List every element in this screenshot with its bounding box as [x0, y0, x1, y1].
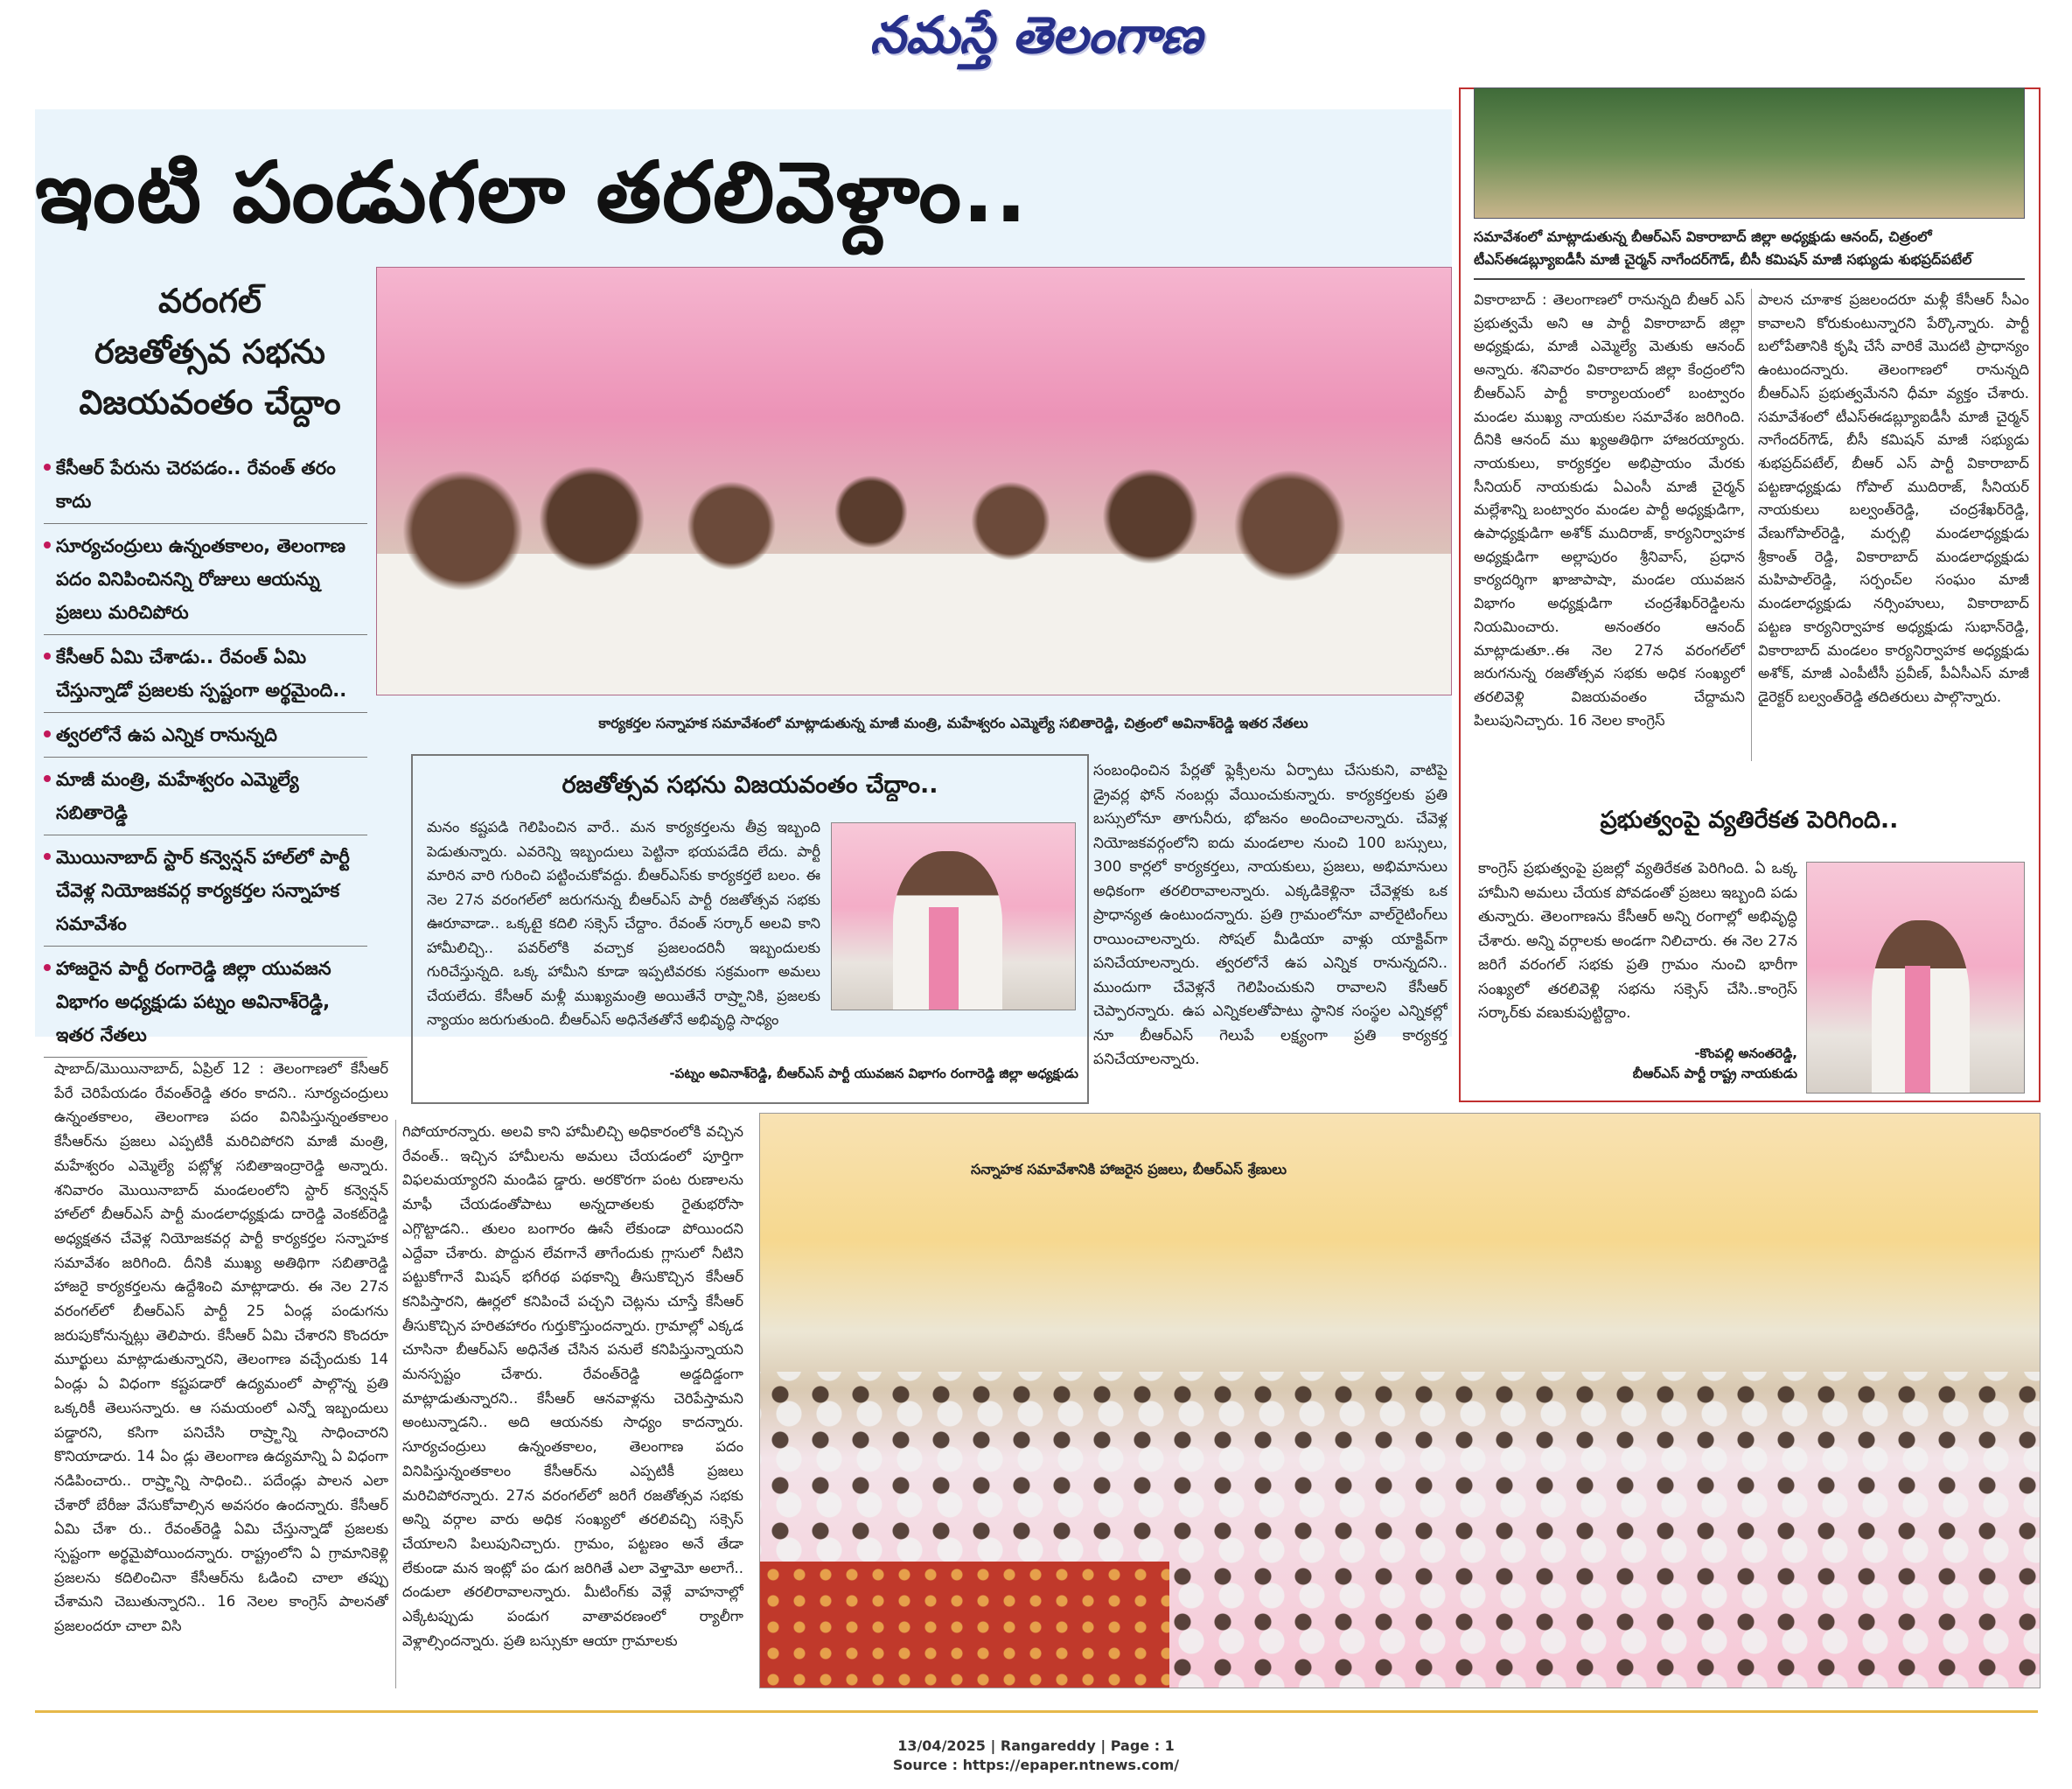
photo-leaders-seated [377, 460, 1451, 695]
highlight-item: మొయినాబాద్ స్టార్ కన్వెన్షన్ హాల్‌లో పార్టీ చేవెళ్ల నియోజకవర్గ కార్యకర్తల సన్నాహక సమావేశం [44, 835, 367, 947]
crowd-photo [759, 1113, 2041, 1688]
middle-article-col: గిపోయారన్నారు. అలవి కాని హామీలిచ్చి అధికారంలోకి వచ్చిన రేవంత్.. ఇచ్చిన హామీలను అమలు చేయడంలో పూర్తిగా విఫలమయ్యారని మండిప డ్డారు. అరకొరగా పంట రుణాలను మాఫీ చేయడంతోపాటు అన్నదాతలకు రైతుభరోసా ఎగ్గొట్టాడని.. తులం బంగారం ఊసే లేకుండా పోయిందని ఎద్దేవా చేశారు. పొద్దున లేవగానే తాగేందుకు గ్లాసులో నీటిని పట్టుకోగానే మిషన్ భగీరథ పథకాన్ని తీసుకొచ్చిన కేసీఆర్ కనిపిస్తారని, ఊర్లలో కనిపించే పచ్చని చెట్లను చూస్తే కేసీఆర్ తీసుకొచ్చిన హరితహారం గుర్తుకొస్తుందన్నారు. గ్రామాల్లో ఎక్కడ చూసినా బీఆర్‌ఎస్ అధినేత చేసిన పనులే కనిపిస్తున్నాయని మనస్పష్టం చేశారు. రేవంత్‌రెడ్డి అడ్డదిడ్డంగా మాట్లాడుతున్నారని.. కేసీఆర్ ఆనవాళ్లను చెరిపేస్తామని అంటున్నాడని.. అది ఆయనకు సాధ్యం కాదన్నారు. సూర్యచంద్రులు ఉన్నంతకాలం, తెలంగాణ పదం వినిపిస్తున్నంతకాలం కేసీఆర్‌ను ఎప్పటికీ ప్రజలు మరిచిపోరన్నారు. 27న వరంగల్‌లో జరిగే రజతోత్సవ సభకు అన్ని వర్గాల వారు అధిక సంఖ్యలో తరలివచ్చి సక్సెస్ చేయాలని పిలుపునిచ్చారు. గ్రామం, పట్టణం అనే తేడా లేకుండా మన ఇంట్లో పం డుగ జరిగితే ఎలా వెళ్తామో అలాగే.. దండులా తరలిరావాలన్నారు. మీటింగ్‌కు వెళ్లే వాహనాల్లో ఎక్కేటప్పుడు పండుగ వాతావరణంలో ర్యాలీగా వెళ్లాల్సిందన్నారు. ప్రతి బస్సుకూ ఆయా గ్రామాలకు [402, 1123, 743, 1649]
anantha-reddy-photo [1806, 862, 2025, 1094]
highlight-item: మాజీ మంత్రి, మహేశ్వరం ఎమ్మెల్యే సబితారెడ్డి [44, 758, 367, 835]
sub-headline-line-2: రజతోత్సవ సభను [94, 332, 325, 371]
sub-headline-line-1: వరంగల్ [158, 282, 262, 320]
highlights-list [44, 446, 367, 1058]
column-divider [395, 1120, 396, 1688]
vikarabad-article-col-1: వికారాబాద్ : తెలంగాణలో రానున్నది బీఆర్ ఎస్ ప్రభుత్వమే అని ఆ పార్టీ వికారాబాద్ జిల్లా అధ్యక్షుడు, మాజీ ఎమ్మెల్యే మెతుకు ఆనంద్ అన్నారు. శనివారం వికారాబాద్ జిల్లా కేంద్రంలోని బీఆర్‌ఎస్ పార్టీ కార్యాలయంలో బంట్వారం మండల ముఖ్య నాయకుల సమావేశం జరిగింది. దీనికి ఆనంద్ ము ఖ్యఅతిథిగా హాజరయ్యారు. నాయకులు, కార్యకర్తల అభిప్రాయం మేరకు సీనియర్ నాయకుడు ఏఎంసీ మాజీ చైర్మన్ మల్లేశాన్ని బంట్వారం మండల పార్టీ అధ్యక్షుడిగా, ఉపాధ్యక్షుడిగా అశోక్ ముదిరాజ్, కార్యనిర్వాహక అధ్యక్షుడిగా అల్లాపురం శ్రీనివాస్, ప్రధాన కార్యదర్శిగా ఖాజాపాషా, మండల యువజన విభాగం అధ్యక్షుడిగా చంద్రశేఖర్‌రెడ్డిలను నియమించారు. అనంతరం ఆనంద్ మాట్లాడుతూ..ఈ నెల 27న వరంగల్‌లో జరుగనున్న రజతోత్సవ సభకు అధిక సంఖ్యలో తరలివెళ్లి విజయవంతం చేద్దామని పిలుపునిచ్చారు. 16 నెలల కాంగ్రెస్ [1474, 291, 1745, 729]
pink-scarf [1905, 966, 1931, 1093]
highlight-item: సూర్యచంద్రులు ఉన్నంతకాలం, తెలంగాణ పదం వినిపించినన్ని రోజులు ఆయన్ను ప్రజలు మరిచిపోరు [44, 524, 367, 635]
vikarabad-photo-caption: సమావేశంలో మాట్లాడుతున్న బీఆర్‌ఎస్ వికారాబాద్ జిల్లా అధ్యక్షుడు ఆనంద్, చిత్రంలో టీఎస్‌ఈడబ్ల్యూఐడీసీ మాజీ చైర్మన్ నాగేందర్‌గౌడ్, బీసీ కమిషన్ మాజీ సభ్యుడు శుభప్రద్‌పటేల్ [1474, 228, 1972, 268]
main-headline: ఇంటి పండుగలా తరలివెళ్దాం.. [35, 143, 1029, 241]
sub-headline [44, 276, 376, 428]
newspaper-masthead: నమస్తే తెలంగాణ [869, 5, 1203, 65]
footer-source-link[interactable]: Source : https://epaper.ntnews.com/ [892, 1757, 1180, 1773]
crowd-photo-caption: సన్నాహక సమావేశానికి హాజరైన ప్రజలు, బీఆర్‌ఎస్ శ్రేణులు [971, 1161, 1287, 1178]
sub-headline-line-3: విజయవంతం చేద్దాం [79, 383, 341, 422]
highlight-item: త్వరలోనే ఉప ఎన్నిక రానున్నది [44, 713, 367, 758]
pink-scarf [929, 907, 958, 1010]
footer-date-edition: 13/04/2025 | Rangareddy | Page : 1 [897, 1737, 1175, 1754]
highlight-item: హాజరైన పార్టీ రంగారెడ్డి జిల్లా యువజన విభాగం అధ్యక్షుడు పట్నం అవినాశ్‌రెడ్డి, ఇతర నేతలు [44, 947, 367, 1058]
center-right-article: సంబంధించిన పేర్లతో ఫ్లెక్సీలను ఏర్పాటు చేసుకుని, వాటిపై డ్రైవర్ల ఫోన్ నంబర్లు వేయించుకున్నారు. కార్యకర్తలకు ప్రతి బస్సులోనూ తాగునీరు, భోజనం అందించాలన్నారు. చేవెళ్ల నియోజకవర్గంలోని ఐదు మండలాల నుంచి 100 బస్సులు, 300 కార్లలో కార్యకర్తలు, నాయకులు, ప్రజలు, అభిమానులు అధికంగా తరలిరావాలన్నారు. ఎక్కడికెళ్లినా చేవెళ్లకు ఒక ప్రాధాన్యత ఉంటుందన్నారు. ప్రతి గ్రామంలోనూ వాల్‌రైటింగ్‌లు రాయించాలన్నారు. సోషల్ మీడియా వాళ్లు యాక్టివ్‌గా పనిచేయాలన్నారు. త్వరలోనే ఉప ఎన్నిక రానున్నదని.. ముందుగా చేవెళ్లనే గెలిపించుకుని రావాలని కేసీఆర్ చెప్పారన్నారు. ఉప ఎన్నికలతోపాటు స్థానిక సంస్థల ఎన్నికల్లో నూ బీఆర్‌ఎస్ గెలుపే లక్ష్యంగా ప్రతి కార్యకర్త పనిచేయాలన్నారు. [1093, 762, 1448, 1068]
highlight-item: కేసీఆర్ ఏమి చేశాడు.. రేవంత్ ఏమి చేస్తున్నాడో ప్రజలకు స్పష్టంగా అర్థమైంది.. [44, 635, 367, 713]
right-box-title: ప్రభుత్వంపై వ్యతిరేకత పెరిగింది.. [1600, 807, 1899, 834]
center-box-title: రజతోత్సవ సభను విజయవంతం చేద్దాం.. [562, 772, 938, 799]
avinash-reddy-photo [831, 822, 1076, 1010]
right-box-body: కాంగ్రెస్ ప్రభుత్వంపై ప్రజల్లో వ్యతిరేకత పెరిగింది. ఏ ఒక్క హామీని అమలు చేయక పోవడంతో ప్రజలు ఇబ్బంది పడు తున్నారు. తెలంగాణను కేసీఆర్ అన్ని రంగాల్లో అభివృద్ధి చేశారు. అన్ని వర్గాలకు అండగా నిలిచారు. ఈ నెల 27న జరిగే వరంగల్ సభకు ప్రతి గ్రామం నుంచి భారీగా సంఖ్యలో తరలివెళ్లి సభను సక్సెస్ చేసి..కాంగ్రెస్ సర్కార్‌కు వణుకుపుట్టిద్దాం. [1478, 860, 1797, 1022]
left-article-col: షాబాద్/మొయినాబాద్, ఏప్రిల్ 12 : తెలంగాణలో కేసీఆర్ పేరే చెరిపేయడం రేవంత్‌రెడ్డి తరం కాదని.. సూర్యచంద్రులు ఉన్నంతకాలం, తెలంగాణ పదం వినిపిస్తున్నంతకాలం కేసీఆర్‌ను ప్రజలు ఎప్పటికీ మరిచిపోరని మాజీ మంత్రి, మహేశ్వరం ఎమ్మెల్యే పట్లోళ్ల సబితాఇంద్రారెడ్డి అన్నారు. శనివారం మొయినాబాద్ మండలంలోని స్టార్ కన్వెన్షన్ హాల్‌లో బీఆర్‌ఎస్ పార్టీ మండలాధ్యక్షుడు దారెడ్డి వెంకట్‌రెడ్డి అధ్యక్షతన చేవెళ్ల నియోజకవర్గ పార్టీ కార్యకర్తల సన్నాహక సమావేశం జరిగింది. దీనికి ముఖ్య అతిథిగా సబితారెడ్డి హాజరై కార్యకర్తలను ఉద్దేశించి మాట్లాడారు. ఈ నెల 27న వరంగల్‌లో బీఆర్‌ఎస్ పార్టీ 25 ఏండ్ల పండుగను జరుపుకోనున్నట్లు తెలిపారు. కేసీఆర్ ఏమి చేశారని కొందరూ మూర్ఖులు మాట్లాడుతున్నారని, తెలంగాణ వచ్చేందుకు 14 ఏండ్లు ఏ విధంగా కష్టపడారో ఉద్యమంలో పాల్గొన్న ప్రతి ఒక్కరికీ తెలుసన్నారు. ఆ సమయంలో ఎన్నో ఇబ్బందులు పడ్డారని, కసిగా పనిచేసి రాష్ర్టాన్ని సాధించారని కొనియాడారు. 14 ఏం డ్లు తెలంగాణ ఉద్యమాన్ని ఏ విధంగా నడిపించారు.. రాష్ర్టాన్ని సాధించి.. పదేండ్లు పాలన ఎలా చేశారో బేరీజు వేసుకోవాల్సిన అవసరం ఉందన్నారు. కేసీఆర్ ఏమి చేశా రు.. రేవంత్‌రెడ్డి ఏమి చేస్తున్నాడో ప్రజలకు స్పష్టంగా అర్థమైపోయిందన్నారు. రాష్ట్రంలోని ఏ గ్రామానికెళ్లి ప్రజలను కదిలించినా కేసీఆర్‌ను ఓడించి చాలా తప్పు చేశామని చెబుతున్నారని.. 16 నెలల కాంగ్రెస్ పాలనతో ప్రజలందరూ చాలా విసి [54, 1060, 388, 1635]
vikarabad-article-col-2: పాలన చూశాక ప్రజలందరూ మళ్లీ కేసీఆర్ సీఎం కావాలని కోరుకుంటున్నారని పేర్కొన్నారు. పార్టీ బలోపేతానికి కృషి చేసే వారికే మొదటి ప్రాధాన్యం ఉంటుందన్నారు. తెలంగాణలో రానున్నది బీఆర్‌ఎస్ ప్రభుత్వమేనని ధీమా వ్యక్తం చేశారు. సమావేశంలో టీఎస్‌ఈడబ్ల్యూఐడీసీ మాజీ చైర్మన్ నాగేందర్‌గౌడ్, బీసీ కమిషన్ మాజీ సభ్యుడు శుభప్రద్‌పటేల్, బీఆర్ ఎస్ పార్టీ వికారాబాద్ పట్టణాధ్యక్షుడు గోపాల్ ముదిరాజ్, సీనియర్ నాయకులు బల్వంత్‌రెడ్డి, చంద్రశేఖర్‌రెడ్డి, వేణుగోపాల్‌రెడ్డి, మర్పల్లి మండలాధ్యక్షుడు శ్రీకాంత్ రెడ్డి, వికారాబాద్ మండలాధ్యక్షుడు మహిపాల్‌రెడ్డి, సర్పంచ్‌ల సంఘం మాజీ మండలాధ్యక్షుడు నర్సింహులు, వికారాబాద్ పట్టణ కార్యనిర్వాహక అధ్యక్షుడు సుభాన్‌రెడ్డి, వికారాబాద్ మండలం కార్యనిర్వాహక అధ్యక్షుడు అశోక్, మాజీ ఎంపీటీసీ ప్రవీణ్, పీఏసీఎస్ మాజీ డైరెక్టర్ బల్వంత్‌రెడ్డి తదితరులు పాల్గొన్నారు. [1758, 291, 2029, 705]
center-box-body: మనం కష్టపడి గెలిపించిన వారే.. మన కార్యకర్తలను తీవ్ర ఇబ్బంది పెడుతున్నారు. ఎవరెన్ని ఇబ్బందులు పెట్టినా భయపడేది లేదు. పార్టీ మారిన వారి గురించి పట్టించుకోవద్దు. బీఆర్‌ఎస్‌కు కార్యకర్తలే బలం. ఈ నెల 27న వరంగల్‌లో జరుగనున్న బీఆర్‌ఎస్ పార్టీ రజతోత్సవ సభకు ఊరూవాడా.. ఒక్కటై కదిలి సక్సెస్ చేద్దాం. రేవంత్ సర్కార్ అలవి కాని హామీలిచ్చి.. పవర్‌లోకి వచ్చాక ప్రజలందరినీ ఇబ్బందులకు గురిచేస్తున్నది. ఒక్క హామీని కూడా ఇప్పటివరకు సక్రమంగా అమలు చేయలేదు. కేసీఆర్ మళ్లీ ముఖ్యమంత్రి అయితేనే రాష్ర్టానికి, ప్రజలకు న్యాయం జరుగుతుంది. బీఆర్‌ఎస్ అధినేతతోనే అభివృద్ధి సాధ్యం [427, 819, 820, 1028]
main-photo-caption: కార్యకర్తల సన్నాహక సమావేశంలో మాట్లాడుతున్న మాజీ మంత్రి, మహేశ్వరం ఎమ్మెల్యే సబితారెడ్డి, చిత్రంలో అవినాశ్‌రెడ్డి ఇతర నేతలు [598, 715, 1308, 731]
vikarabad-caption-underline [1474, 278, 2025, 280]
right-box-signature-role: బీఆర్‌ఎస్ పార్టీ రాష్ట్ర నాయకుడు [1632, 1066, 1797, 1081]
main-event-photo [376, 267, 1452, 695]
center-box-signature: -పట్నం అవినాశ్‌రెడ్డి, బీఆర్‌ఎస్ పార్టీ యువజన విభాగం రంగారెడ్డి జిల్లా అధ్యక్షుడు [669, 1066, 1078, 1081]
right-box-signature: -కొంపల్లి అనంతరెడ్డి, [1694, 1045, 1797, 1061]
red-carpet [760, 1562, 1169, 1688]
footer-rule [35, 1710, 2038, 1713]
highlight-item: కేసీఆర్ పేరును చెరపడం.. రేవంత్ తరం కాదు [44, 446, 367, 524]
vikarabad-meeting-photo [1474, 87, 2025, 219]
column-divider [1751, 289, 1752, 761]
